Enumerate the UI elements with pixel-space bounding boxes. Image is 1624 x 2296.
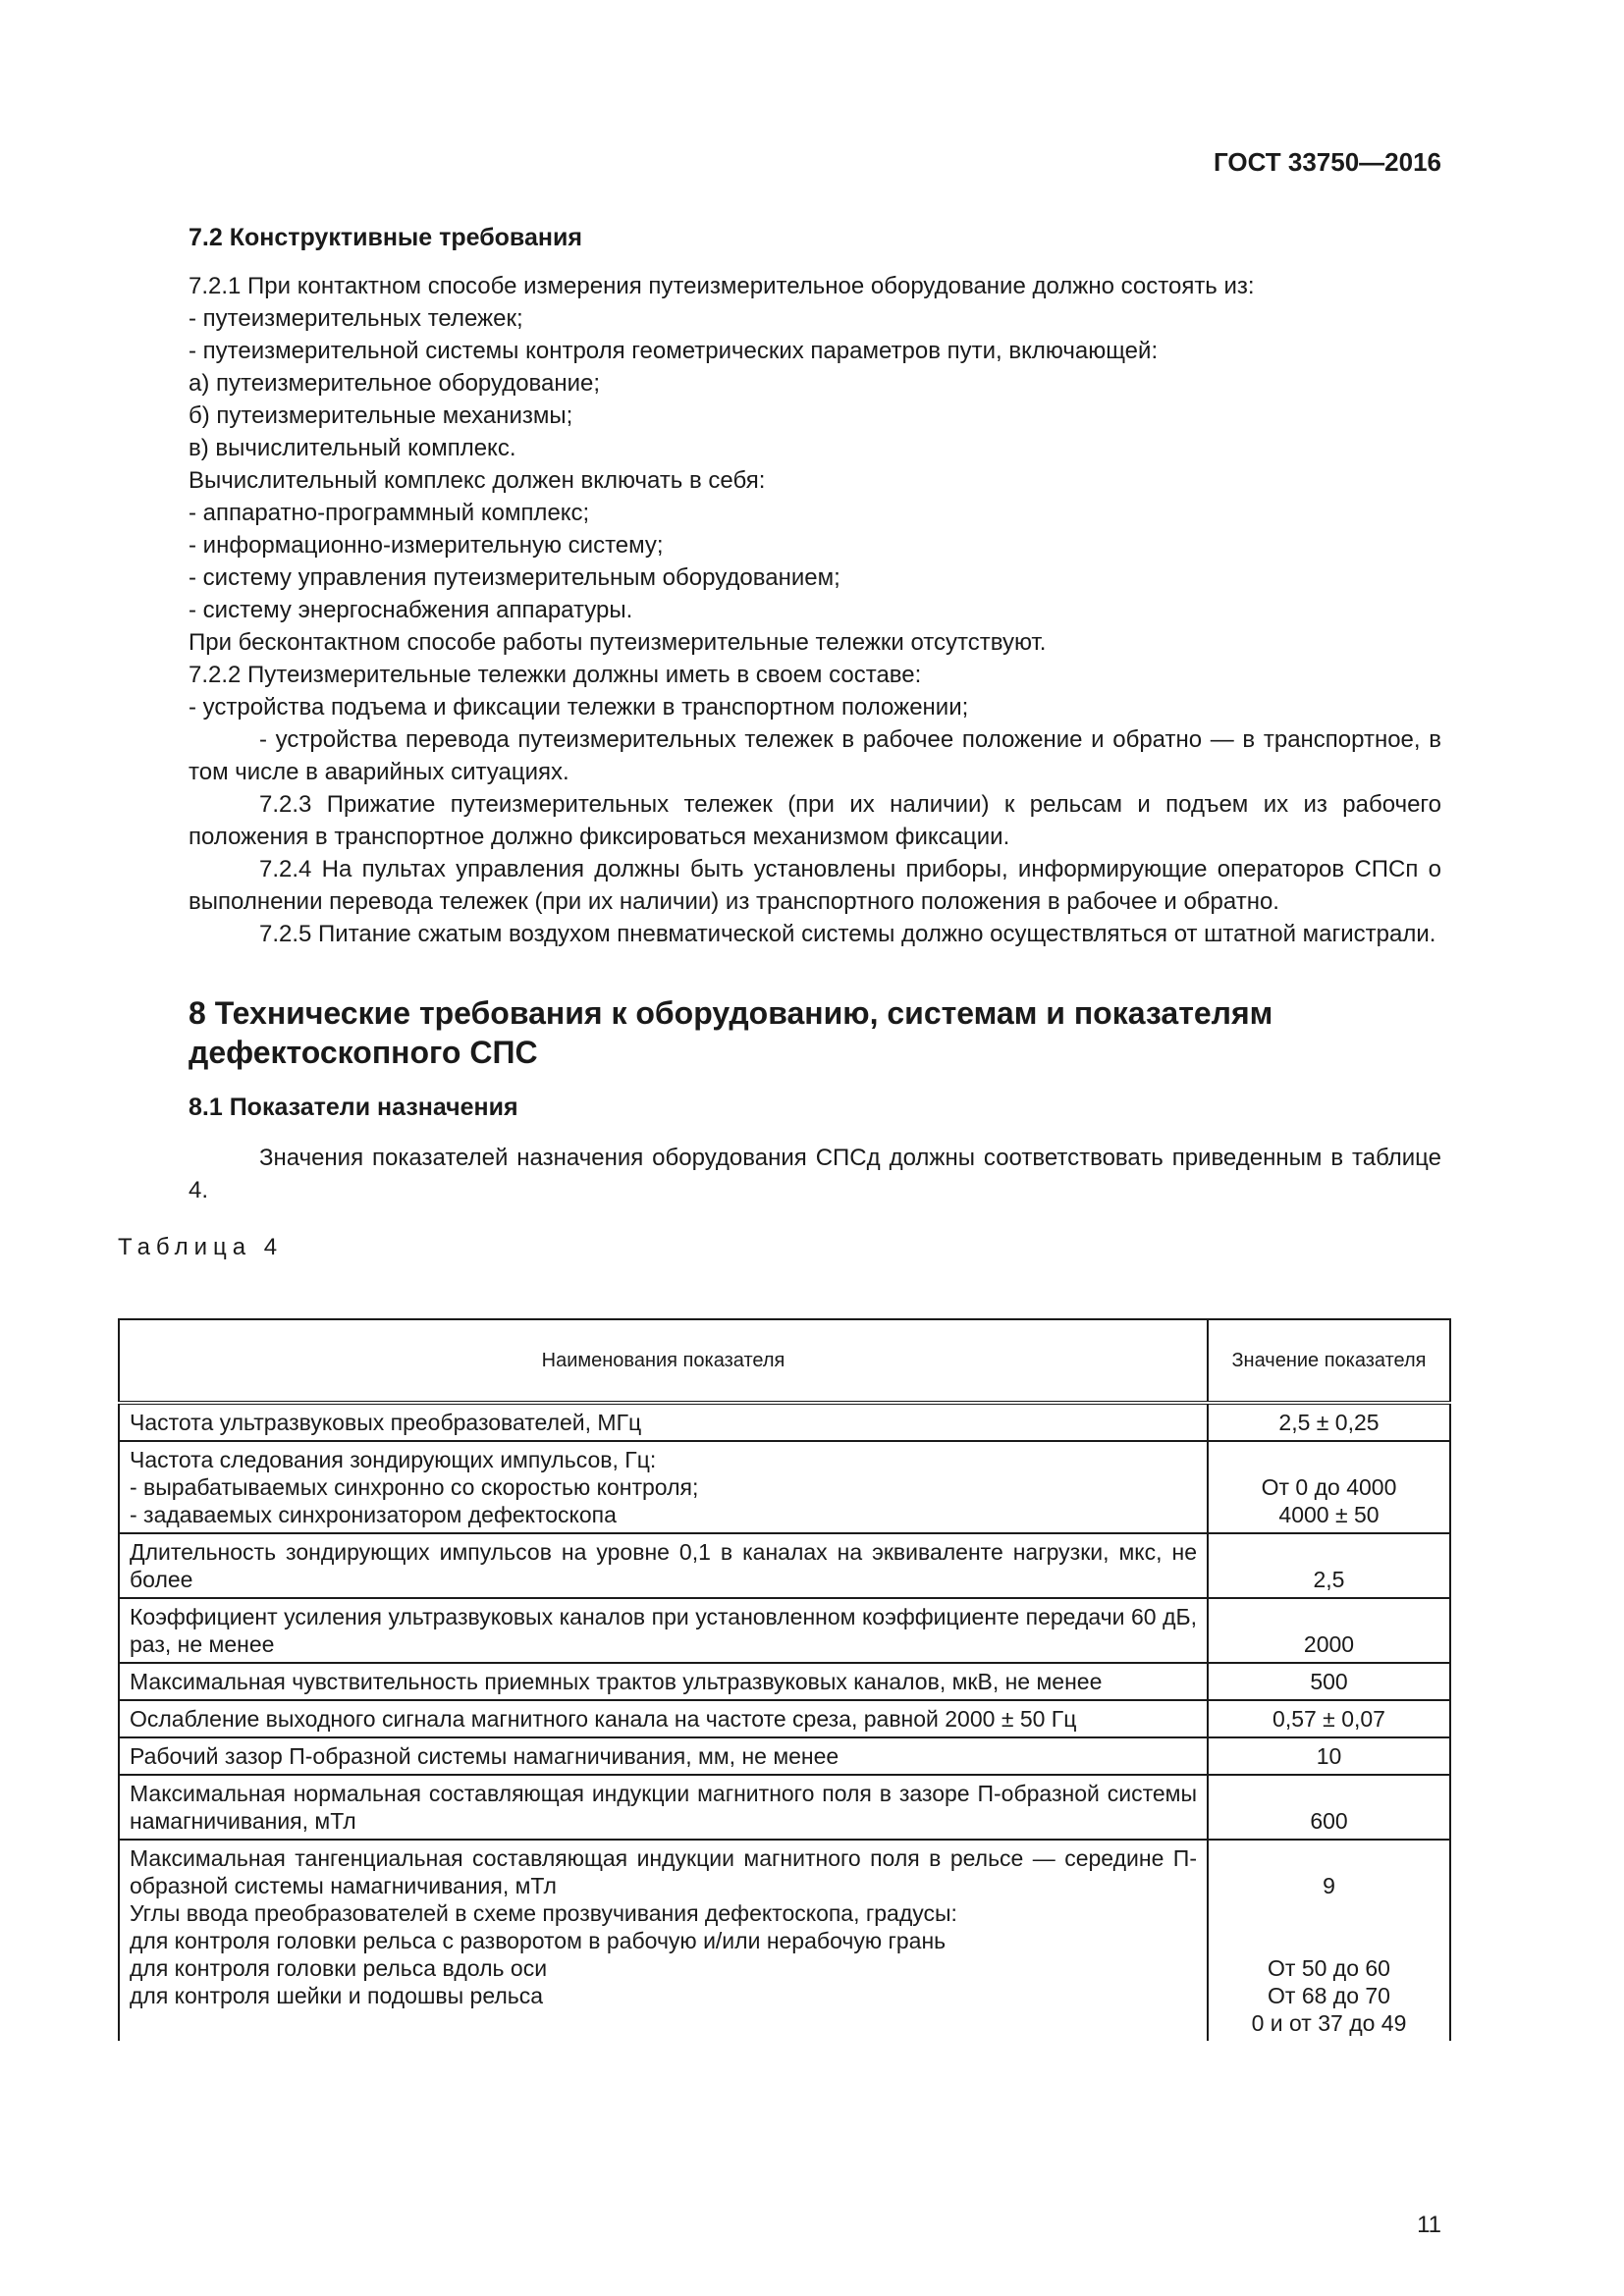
cell-name: Ослабление выходного сигнала магнитного канала на частоте среза, равной 2000 ± 50 Гц [119, 1700, 1208, 1737]
cell-value: 2000 [1208, 1598, 1450, 1663]
cell-line: 9 [1323, 1873, 1335, 1898]
cell-line: для контроля головки рельса с разворотом в рабочую и/или нерабочую грань [130, 1928, 947, 1953]
cell-value: 10 [1208, 1737, 1450, 1775]
cell-line: От 68 до 70 [1268, 1983, 1390, 2008]
section-8-1-title: 8.1 Показатели назначения [189, 1094, 518, 1121]
cell-name [119, 1840, 1208, 2041]
column-header-name: Наименования показателя [119, 1319, 1208, 1403]
text-line: б) путеизмерительные механизмы; [189, 402, 573, 429]
paragraph-7-2-4: 7.2.4 На пультах управления должны быть установлены приборы, информирующие операторов СПСп о выполнении перевода тележек (при их наличии) из транспортного положения в рабочее и обратно. [189, 856, 1441, 915]
column-header-value: Значение показателя [1208, 1319, 1450, 1403]
table-row [119, 1533, 1450, 1598]
cell-line [1218, 1899, 1439, 1927]
paragraph-7-2-3: 7.2.3 Прижатие путеизмерительных тележек (при их наличии) к рельсам и подъем их из рабочего положения в транспортное должно фиксироваться механизмом фиксации. [189, 791, 1441, 850]
cell-name: Коэффициент усиления ультразвуковых каналов при установленном коэффициенте передачи 60 дБ, раз, не менее [119, 1598, 1208, 1663]
cell-line: 0 и от 37 до 49 [1251, 2010, 1407, 2036]
cell-line: - вырабатываемых синхронно со скоростью контроля; [130, 1474, 699, 1500]
table-row [119, 1403, 1450, 1441]
page-number: 11 [1417, 2212, 1441, 2238]
text-line: - систему энергоснабжения аппаратуры. [189, 597, 633, 623]
text-line: - информационно-измерительную систему; [189, 532, 664, 559]
cell-line: - задаваемых синхронизатором дефектоскопа [130, 1502, 617, 1527]
cell-name [119, 1441, 1208, 1533]
cell-value: 600 [1208, 1775, 1450, 1840]
text-line: 7.2.1 При контактном способе измерения путеизмерительное оборудование должно состоять из: [189, 273, 1255, 299]
section-8-title-line1: 8 Технические требования к оборудованию, системам и показателям [189, 995, 1273, 1031]
cell-line: 4000 ± 50 [1278, 1502, 1380, 1527]
text-line: - путеизмерительной системы контроля геометрических параметров пути, включающей: [189, 338, 1159, 364]
cell-name: Рабочий зазор П-образной системы намагничивания, мм, не менее [119, 1737, 1208, 1775]
main-content [118, 224, 1441, 1261]
text-line: - систему управления путеизмерительным оборудованием; [189, 564, 840, 591]
cell-line: От 0 до 4000 [1261, 1474, 1397, 1500]
table-row [119, 1775, 1450, 1840]
cell-value: 0,57 ± 0,07 [1208, 1700, 1450, 1737]
table-caption: Таблица 4 [118, 1234, 284, 1260]
cell-value [1208, 1840, 1450, 2041]
cell-line: для контроля головки рельса вдоль оси [130, 1955, 548, 1981]
table-4 [118, 1318, 1451, 2041]
cell-line: Частота следования зондирующих импульсов, Гц: [130, 1447, 657, 1472]
table-row [119, 1663, 1450, 1700]
text-line: Вычислительный комплекс должен включать в себя: [189, 467, 766, 494]
section-7-2-body [189, 270, 1441, 950]
text-line: а) путеизмерительное оборудование; [189, 370, 601, 397]
table-header-row [119, 1319, 1450, 1403]
cell-line: для контроля шейки и подошвы рельса [130, 1983, 544, 2008]
table-row [119, 1840, 1450, 2041]
section-8-title [189, 993, 1441, 1072]
cell-name: Частота ультразвуковых преобразователей, МГц [119, 1403, 1208, 1441]
cell-line: От 50 до 60 [1268, 1955, 1390, 1981]
document-id: ГОСТ 33750—2016 [1214, 147, 1441, 177]
text-line: 7.2.2 Путеизмерительные тележки должны иметь в своем составе: [189, 662, 922, 688]
text-line: - устройства подъема и фиксации тележки в транспортном положении; [189, 694, 969, 721]
section-8-title-line2: дефектоскопного СПС [189, 1035, 538, 1070]
table-row [119, 1737, 1450, 1775]
table-row [119, 1598, 1450, 1663]
cell-name: Длительность зондирующих импульсов на уровне 0,1 в каналах на эквиваленте нагрузки, мкс, не более [119, 1533, 1208, 1598]
text-line: При бесконтактном способе работы путеизмерительные тележки отсутствуют. [189, 629, 1047, 656]
cell-name: Максимальная нормальная составляющая индукции магнитного поля в зазоре П-образной системы намагничивания, мТл [119, 1775, 1208, 1840]
cell-value: 2,5 [1208, 1533, 1450, 1598]
cell-line: Углы ввода преобразователей в схеме прозвучивания дефектоскопа, градусы: [130, 1900, 957, 1926]
cell-value: 2,5 ± 0,25 [1208, 1403, 1450, 1441]
cell-value: 500 [1208, 1663, 1450, 1700]
cell-paragraph: Максимальная тангенциальная составляющая индукции магнитного поля в рельсе — середине П-образной системы намагничивания, мТл [130, 1845, 1197, 1898]
paragraph-7-2-5: 7.2.5 Питание сжатым воздухом пневматической системы должно осуществляться от штатной магистрали. [259, 921, 1436, 947]
section-7-2-title: 7.2 Конструктивные требования [189, 224, 582, 251]
text-line: в) вычислительный комплекс. [189, 435, 516, 461]
text-line: - аппаратно-программный комплекс; [189, 500, 590, 526]
text-line: - путеизмерительных тележек; [189, 305, 523, 332]
section-8-1-intro: Значения показателей назначения оборудования СПСд должны соответствовать приведенным в таблице 4. [189, 1145, 1441, 1203]
cell-name: Максимальная чувствительность приемных трактов ультразвуковых каналов, мкВ, не менее [119, 1663, 1208, 1700]
paragraph-7-2-2-tail: - устройства перевода путеизмерительных тележек в рабочее положение и обратно — в транспортное, в том числе в аварийных ситуациях. [189, 726, 1441, 785]
table-row [119, 1441, 1450, 1533]
cell-value [1208, 1441, 1450, 1533]
table-row [119, 1700, 1450, 1737]
